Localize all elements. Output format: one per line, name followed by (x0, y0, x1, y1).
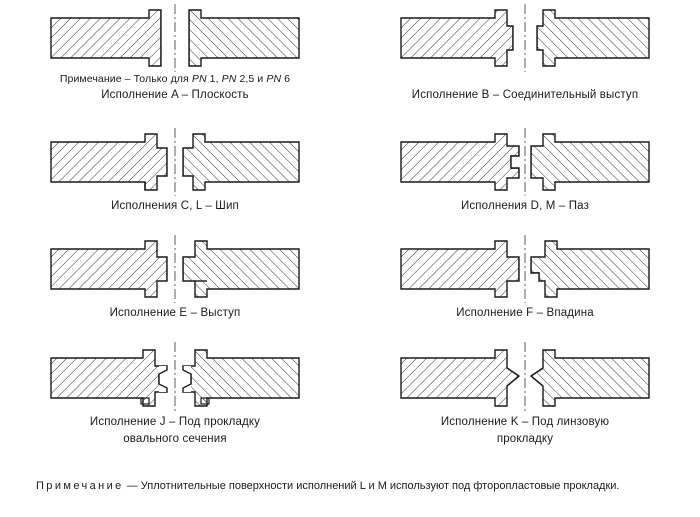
footnote-label: Примечание (36, 480, 124, 492)
figure-caption-a (60, 72, 290, 104)
figure-caption-j (90, 414, 260, 447)
figure-label-j-line1: Исполнение J – Под прокладку (89, 416, 261, 428)
flange-diagram-j (45, 340, 305, 414)
flange-diagram-e (45, 233, 305, 305)
figure-cell-a (0, 4, 350, 126)
figure-cell-k (350, 340, 700, 462)
figure-label-j-line2: овального сечения (123, 432, 227, 445)
flange-diagram-b (395, 4, 655, 72)
figure-label-b: Исполнение B – Соединительный выступ (411, 89, 639, 102)
figure-label-a: Исполнение A – Плоскость (101, 89, 249, 102)
figure-label-cl: Исполнения C, L – Шип (111, 200, 239, 212)
figure-cell-dm (350, 126, 700, 233)
flange-diagram-f (395, 233, 655, 305)
flange-diagram-a (45, 4, 305, 72)
flange-diagram-cl (45, 126, 305, 198)
figure-label-k-line2: прокладку (496, 432, 554, 445)
figure-caption-b (412, 72, 638, 104)
figure-cell-e (0, 233, 350, 340)
figure-cell-b (350, 4, 700, 126)
figure-label-f: Исполнение F – Впадина (456, 307, 594, 319)
figure-label-k-line1: Исполнение K – Под линзовую (440, 416, 610, 428)
footnote-text: — Уплотнительные поверхности исполнений L и M используют под фторопластовые прокладки. (123, 480, 620, 492)
figure-footnote (36, 478, 676, 496)
figure-label-dm: Исполнения D, M – Паз (460, 200, 590, 212)
flange-figure-grid (0, 4, 700, 462)
figure-cell-f (350, 233, 700, 340)
figure-caption-cl (111, 198, 239, 215)
figure-note-a: Примечание – Только для PN 1, PN 2,5 и PN 6 (59, 73, 291, 85)
flange-diagram-k (395, 340, 655, 414)
figure-caption-k (441, 414, 609, 447)
figure-label-e: Исполнение E – Выступ (109, 307, 241, 319)
figure-caption-dm (461, 198, 589, 215)
figure-caption-e (110, 305, 241, 322)
figure-cell-cl (0, 126, 350, 233)
flange-diagram-dm (395, 126, 655, 198)
figure-caption-f (456, 305, 594, 322)
figure-cell-j (0, 340, 350, 462)
